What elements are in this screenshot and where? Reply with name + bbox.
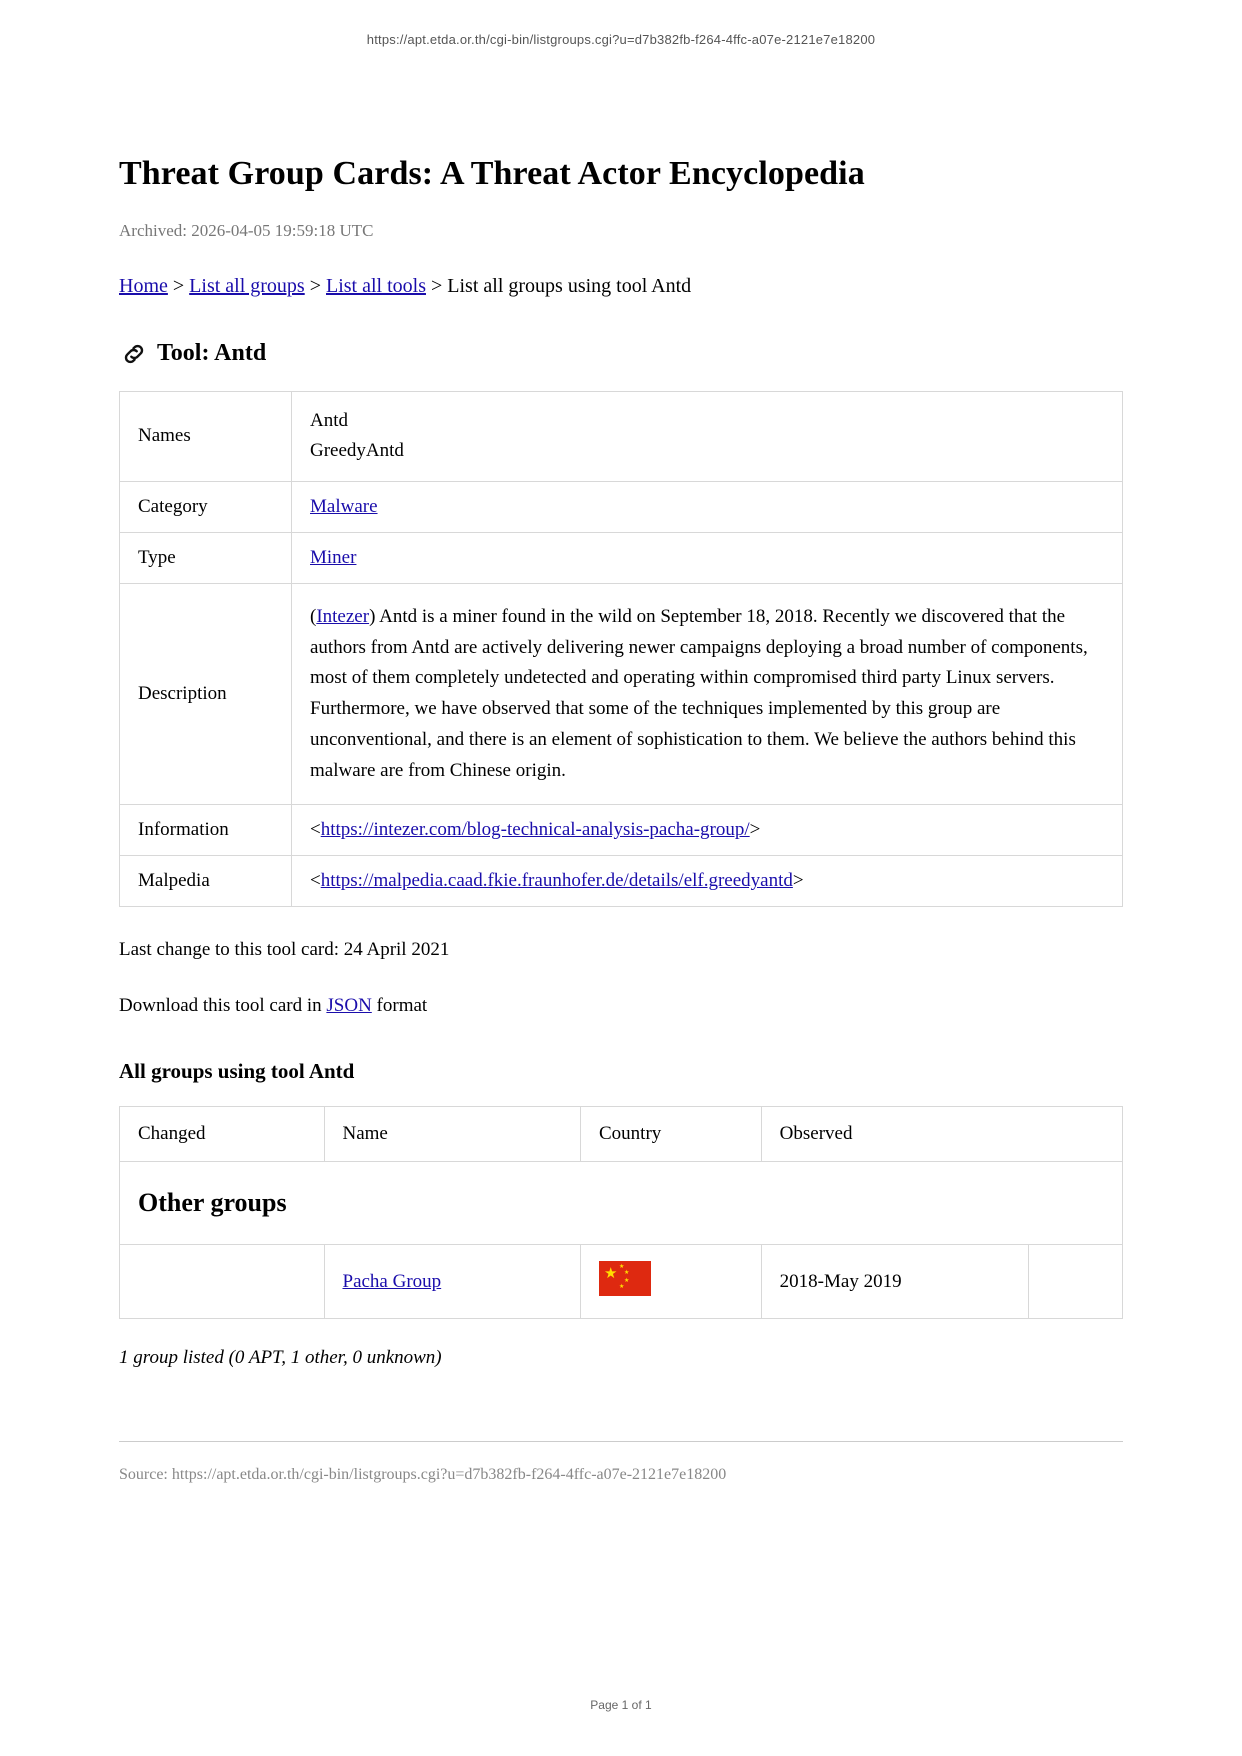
source-text: Source: https://apt.etda.or.th/cgi-bin/listgroups.cgi?u=d7b382fb-f264-4ffc-a07e-2121e7e18200 bbox=[119, 1466, 727, 1484]
cell-changed bbox=[120, 1245, 325, 1319]
table-row bbox=[120, 583, 1123, 805]
breadcrumb-link-list-tools[interactable]: List all tools bbox=[326, 275, 426, 297]
breadcrumb-separator-2: > bbox=[304, 275, 326, 297]
column-header-observed: Observed bbox=[761, 1107, 1122, 1162]
archived-timestamp: Archived: 2026-04-05 19:59:18 UTC bbox=[119, 221, 374, 240]
other-groups-section bbox=[120, 1162, 1123, 1245]
table-row bbox=[120, 392, 1123, 482]
tool-name-1: Antd bbox=[310, 410, 348, 431]
breadcrumb-link-list-groups[interactable]: List all groups bbox=[189, 275, 305, 297]
row-label-malpedia: Malpedia bbox=[120, 856, 292, 907]
flag-star-small-3: ★ bbox=[624, 1278, 630, 1285]
tool-info-table bbox=[119, 391, 1123, 907]
document-content bbox=[119, 47, 1123, 1484]
download-line bbox=[119, 995, 1123, 1017]
groups-table bbox=[119, 1106, 1123, 1319]
row-value-malpedia: <https://malpedia.caad.fkie.fraunhofer.de/details/elf.greedyantd> bbox=[292, 856, 1123, 907]
tool-heading bbox=[119, 340, 1123, 367]
groups-summary: 1 group listed (0 APT, 1 other, 0 unknown) bbox=[119, 1347, 442, 1369]
flag-star-large: ★ bbox=[604, 1266, 618, 1283]
link-icon bbox=[119, 341, 149, 367]
cell-name bbox=[324, 1245, 581, 1319]
breadcrumb-link-home[interactable]: Home bbox=[119, 275, 168, 297]
breadcrumb-separator-1: > bbox=[167, 275, 190, 297]
flag-star-small-2: ★ bbox=[624, 1270, 630, 1277]
table-row bbox=[120, 805, 1123, 856]
table-section-row bbox=[120, 1162, 1123, 1245]
information-link[interactable]: https://intezer.com/blog-technical-analysis-pacha-group/ bbox=[320, 819, 750, 841]
last-change-text: Last change to this tool card: 24 April 2021 bbox=[119, 939, 450, 961]
table-row bbox=[120, 1245, 1123, 1319]
row-label-category: Category bbox=[120, 481, 292, 532]
column-header-name: Name bbox=[324, 1107, 581, 1162]
table-row bbox=[120, 532, 1123, 583]
page-header-url: https://apt.etda.or.th/cgi-bin/listgroups.cgi?u=d7b382fb-f264-4ffc-a07e-2121e7e18200 bbox=[366, 32, 876, 47]
row-value-names bbox=[292, 392, 1123, 482]
other-groups-label: Other groups bbox=[138, 1188, 287, 1218]
page-title: Threat Group Cards: A Threat Actor Encyclopedia bbox=[119, 155, 865, 192]
row-label-description: Description bbox=[120, 583, 292, 805]
category-link[interactable]: Malware bbox=[310, 495, 378, 517]
row-label-names: Names bbox=[120, 392, 292, 482]
breadcrumb-separator-3: > bbox=[426, 275, 448, 297]
cell-country bbox=[581, 1245, 762, 1319]
download-json-link[interactable]: JSON bbox=[326, 995, 372, 1017]
cell-observed: 2018-May 2019 bbox=[761, 1245, 1028, 1319]
tool-name-2: GreedyAntd bbox=[310, 440, 404, 462]
malpedia-link[interactable]: https://malpedia.caad.fkie.fraunhofer.de/details/elf.greedyantd bbox=[320, 870, 793, 892]
page-number: Page 1 of 1 bbox=[590, 1698, 652, 1712]
flag-star-small-1: ★ bbox=[619, 1264, 625, 1271]
row-value-type bbox=[292, 532, 1123, 583]
description-text: ) Antd is a miner found in the wild on September 18, 2018. Recently we discovered that the authors from Antd are actively delivering newer campaigns deploying a broad number of components, most of them completely undetected and operating within compromised third party Linux servers. Furthermore, we have observed that some of the techniques implemented by this group are unconventional, and there is an element of sophistication to them. We believe the authors behind this malware are from Chinese origin. bbox=[310, 605, 1088, 781]
column-header-country: Country bbox=[581, 1107, 762, 1162]
type-link[interactable]: Miner bbox=[310, 546, 357, 568]
row-value-category bbox=[292, 481, 1123, 532]
tool-heading-label: Tool: Antd bbox=[157, 340, 267, 366]
footer-divider bbox=[119, 1441, 1123, 1442]
breadcrumb-current: List all groups using tool Antd bbox=[447, 275, 692, 297]
groups-section-title: All groups using tool Antd bbox=[119, 1059, 355, 1084]
cn-flag-icon bbox=[599, 1261, 651, 1296]
description-source-link[interactable]: Intezer bbox=[316, 605, 370, 627]
download-prefix: Download this tool card in bbox=[119, 995, 327, 1017]
row-value-description: (Intezer) Antd is a miner found in the wild on September 18, 2018. Recently we discovered that the authors from Antd are actively delivering newer campaigns deploying a broad number of components, most of them completely undetected and operating within compromised third party Linux servers. Furthermore, we have observed that some of the techniques implemented by this group are unconventional, and there is an element of sophistication to them. We believe the authors behind this malware are from Chinese origin. bbox=[292, 583, 1123, 805]
row-label-type: Type bbox=[120, 532, 292, 583]
table-header-row bbox=[120, 1107, 1123, 1162]
breadcrumb bbox=[119, 275, 1123, 298]
group-link-pacha-group[interactable]: Pacha Group bbox=[342, 1270, 442, 1292]
table-row bbox=[120, 856, 1123, 907]
table-row bbox=[120, 481, 1123, 532]
cell-extra bbox=[1028, 1245, 1122, 1319]
download-suffix: format bbox=[371, 995, 428, 1017]
column-header-changed: Changed bbox=[120, 1107, 325, 1162]
row-value-information: <https://intezer.com/blog-technical-analysis-pacha-group/> bbox=[292, 805, 1123, 856]
row-label-information: Information bbox=[120, 805, 292, 856]
flag-star-small-4: ★ bbox=[619, 1284, 625, 1291]
